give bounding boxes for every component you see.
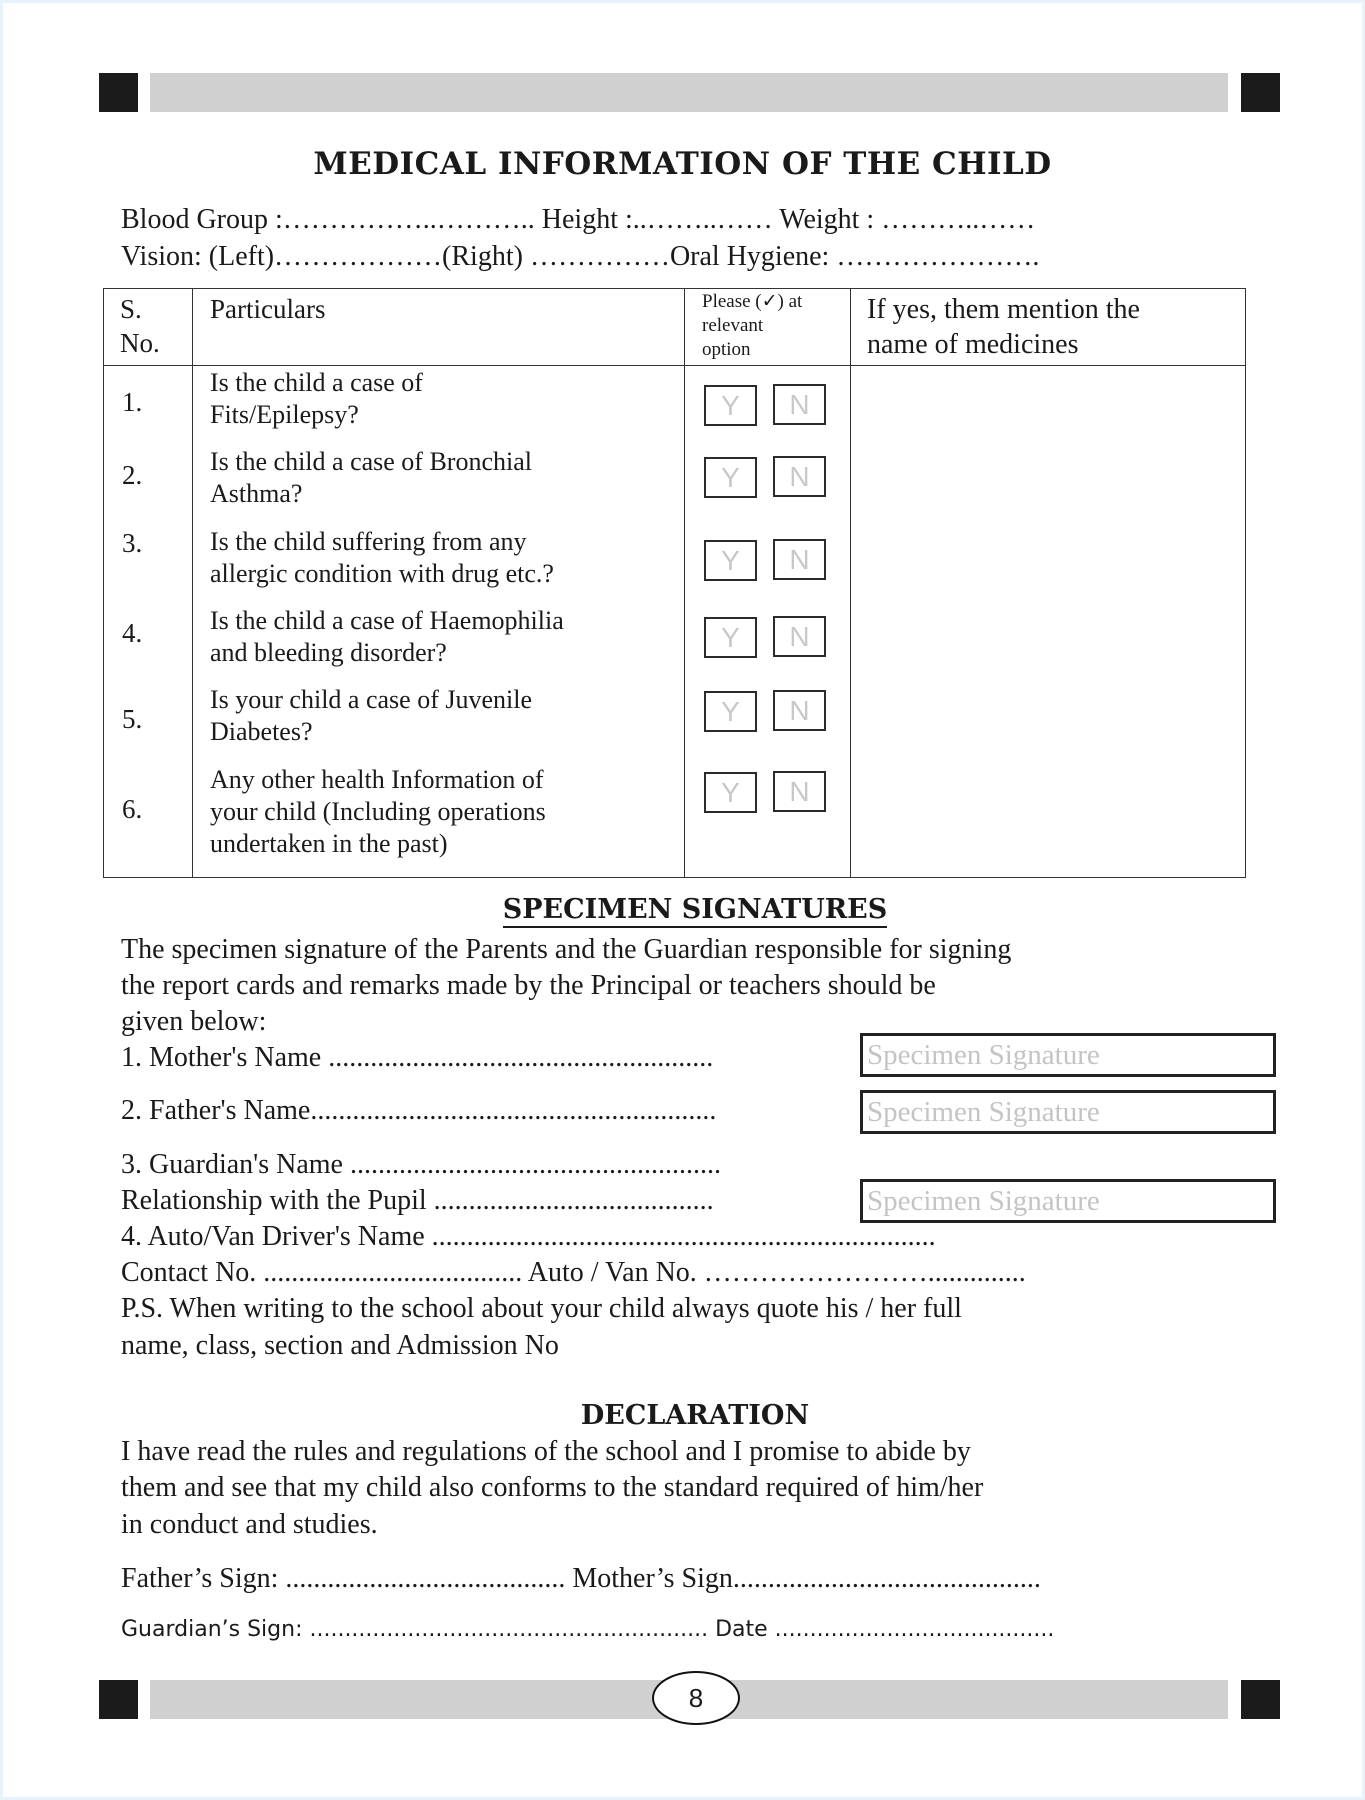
header-sno (120, 292, 160, 360)
row-particulars (210, 764, 546, 860)
row-particulars-line: Is the child a case of Bronchial (210, 447, 532, 476)
contact-van-field[interactable]: Contact No. ..................................... Auto / Van No. …………………….............. (121, 1257, 1026, 1288)
no-checkbox[interactable]: N (773, 456, 826, 497)
no-checkbox[interactable]: N (773, 539, 826, 580)
row-particulars-line: and bleeding disorder? (210, 638, 447, 667)
row-particulars-line: Asthma? (210, 479, 303, 508)
vitals-line-blood-height-weight[interactable]: Blood Group :……………..……….. Height :..……..…… Weight : ………..…… (121, 204, 1036, 235)
table-header-divider (103, 365, 1246, 366)
table-divider (684, 288, 685, 878)
footer-right-block (1241, 1680, 1280, 1719)
yes-checkbox[interactable]: Y (704, 691, 757, 732)
specimen-heading-text: SPECIMEN SIGNATURES (503, 894, 888, 928)
declaration-line: them and see that my child also conforms to the standard required of him/her (121, 1472, 984, 1503)
header-sno-line1: S. (120, 294, 142, 324)
declaration-line: I have read the rules and regulations of the school and I promise to abide by (121, 1436, 971, 1467)
row-particulars-line: Is the child suffering from any (210, 527, 527, 556)
specimen-intro-line: the report cards and remarks made by the Principal or teachers should be (121, 970, 936, 1001)
table-divider (192, 288, 193, 878)
guardian-name-field[interactable]: 3. Guardian's Name ..................................................... (121, 1149, 721, 1180)
row-particulars (210, 605, 564, 669)
row-particulars-line: Fits/Epilepsy? (210, 400, 359, 429)
header-medicines-line1: If yes, them mention the (867, 294, 1140, 325)
page-number: 8 (652, 1671, 740, 1725)
no-checkbox[interactable]: N (773, 690, 826, 731)
yes-checkbox[interactable]: Y (704, 772, 757, 813)
yes-checkbox[interactable]: Y (704, 385, 757, 426)
header-bar (150, 73, 1228, 112)
row-sno: 4. (122, 618, 143, 648)
row-sno: 2. (122, 460, 143, 490)
row-particulars-line: Is the child a case of (210, 368, 423, 397)
father-signature-box[interactable]: Specimen Signature (860, 1090, 1276, 1134)
yes-checkbox[interactable]: Y (704, 617, 757, 658)
relationship-field[interactable]: Relationship with the Pupil ........................................ (121, 1185, 714, 1216)
row-particulars (210, 684, 532, 748)
yes-checkbox[interactable]: Y (704, 457, 757, 498)
header-tick-line3: option (702, 339, 751, 360)
medicines-entry-area[interactable] (852, 367, 1244, 876)
header-left-block (99, 73, 138, 112)
header-medicines-line2: name of medicines (867, 329, 1079, 360)
declaration-heading: DECLARATION (580, 1400, 810, 1431)
table-divider (850, 288, 851, 878)
header-right-block (1241, 73, 1280, 112)
row-particulars-line: Is the child a case of Haemophilia (210, 606, 564, 635)
row-particulars-line: Diabetes? (210, 717, 313, 746)
page-title: MEDICAL INFORMATION OF THE CHILD (313, 146, 1052, 182)
row-particulars-line: your child (Including operations (210, 797, 546, 826)
vitals-line-vision-oral[interactable]: Vision: (Left)………………(Right) ……………Oral Hygiene: …………………. (121, 241, 1040, 272)
ps-note-line: P.S. When writing to the school about your child always quote his / her full (121, 1293, 962, 1324)
specimen-intro-line: given below: (121, 1006, 267, 1037)
row-particulars-line: Any other health Information of (210, 765, 544, 794)
header-tick-line1: Please (✓) at (702, 291, 803, 312)
mother-name-field[interactable]: 1. Mother's Name ....................................................... (121, 1042, 714, 1073)
no-checkbox[interactable]: N (773, 771, 826, 812)
row-sno: 3. (122, 528, 143, 558)
header-sno-line2: No. (120, 328, 160, 358)
row-particulars-line: allergic condition with drug etc.? (210, 559, 554, 588)
father-name-field[interactable]: 2. Father's Name.......................................................... (121, 1095, 717, 1126)
header-medicines (867, 292, 1140, 362)
header-tick-line2: relevant (702, 315, 764, 336)
specimen-intro-line: The specimen signature of the Parents and the Guardian responsible for signing (121, 934, 1012, 965)
declaration-line: in conduct and studies. (121, 1509, 378, 1540)
footer-left-block (99, 1680, 138, 1719)
header-particulars: Particulars (210, 294, 326, 324)
no-checkbox[interactable]: N (773, 384, 826, 425)
header-tick-option (702, 290, 802, 362)
specimen-heading (0, 894, 1365, 925)
parents-sign-field[interactable]: Father’s Sign: ........................................ Mother’s Sign............................................ (121, 1563, 1041, 1594)
mother-signature-box[interactable]: Specimen Signature (860, 1033, 1276, 1077)
row-particulars (210, 367, 423, 431)
row-particulars-line: undertaken in the past) (210, 829, 448, 858)
row-particulars (210, 446, 532, 510)
row-sno: 6. (122, 794, 143, 824)
row-sno: 5. (122, 704, 143, 734)
ps-note-line: name, class, section and Admission No (121, 1330, 559, 1361)
driver-name-field[interactable]: 4. Auto/Van Driver's Name ........................................................................ (121, 1221, 936, 1252)
row-particulars-line: Is your child a case of Juvenile (210, 685, 533, 714)
guardian-signature-box[interactable]: Specimen Signature (860, 1179, 1276, 1223)
guardian-sign-date-field[interactable]: Guardian’s Sign: ......................................................... Date ........................................ (121, 1617, 1055, 1642)
yes-checkbox[interactable]: Y (704, 540, 757, 581)
row-particulars (210, 526, 554, 590)
row-sno: 1. (122, 387, 143, 417)
no-checkbox[interactable]: N (773, 616, 826, 657)
